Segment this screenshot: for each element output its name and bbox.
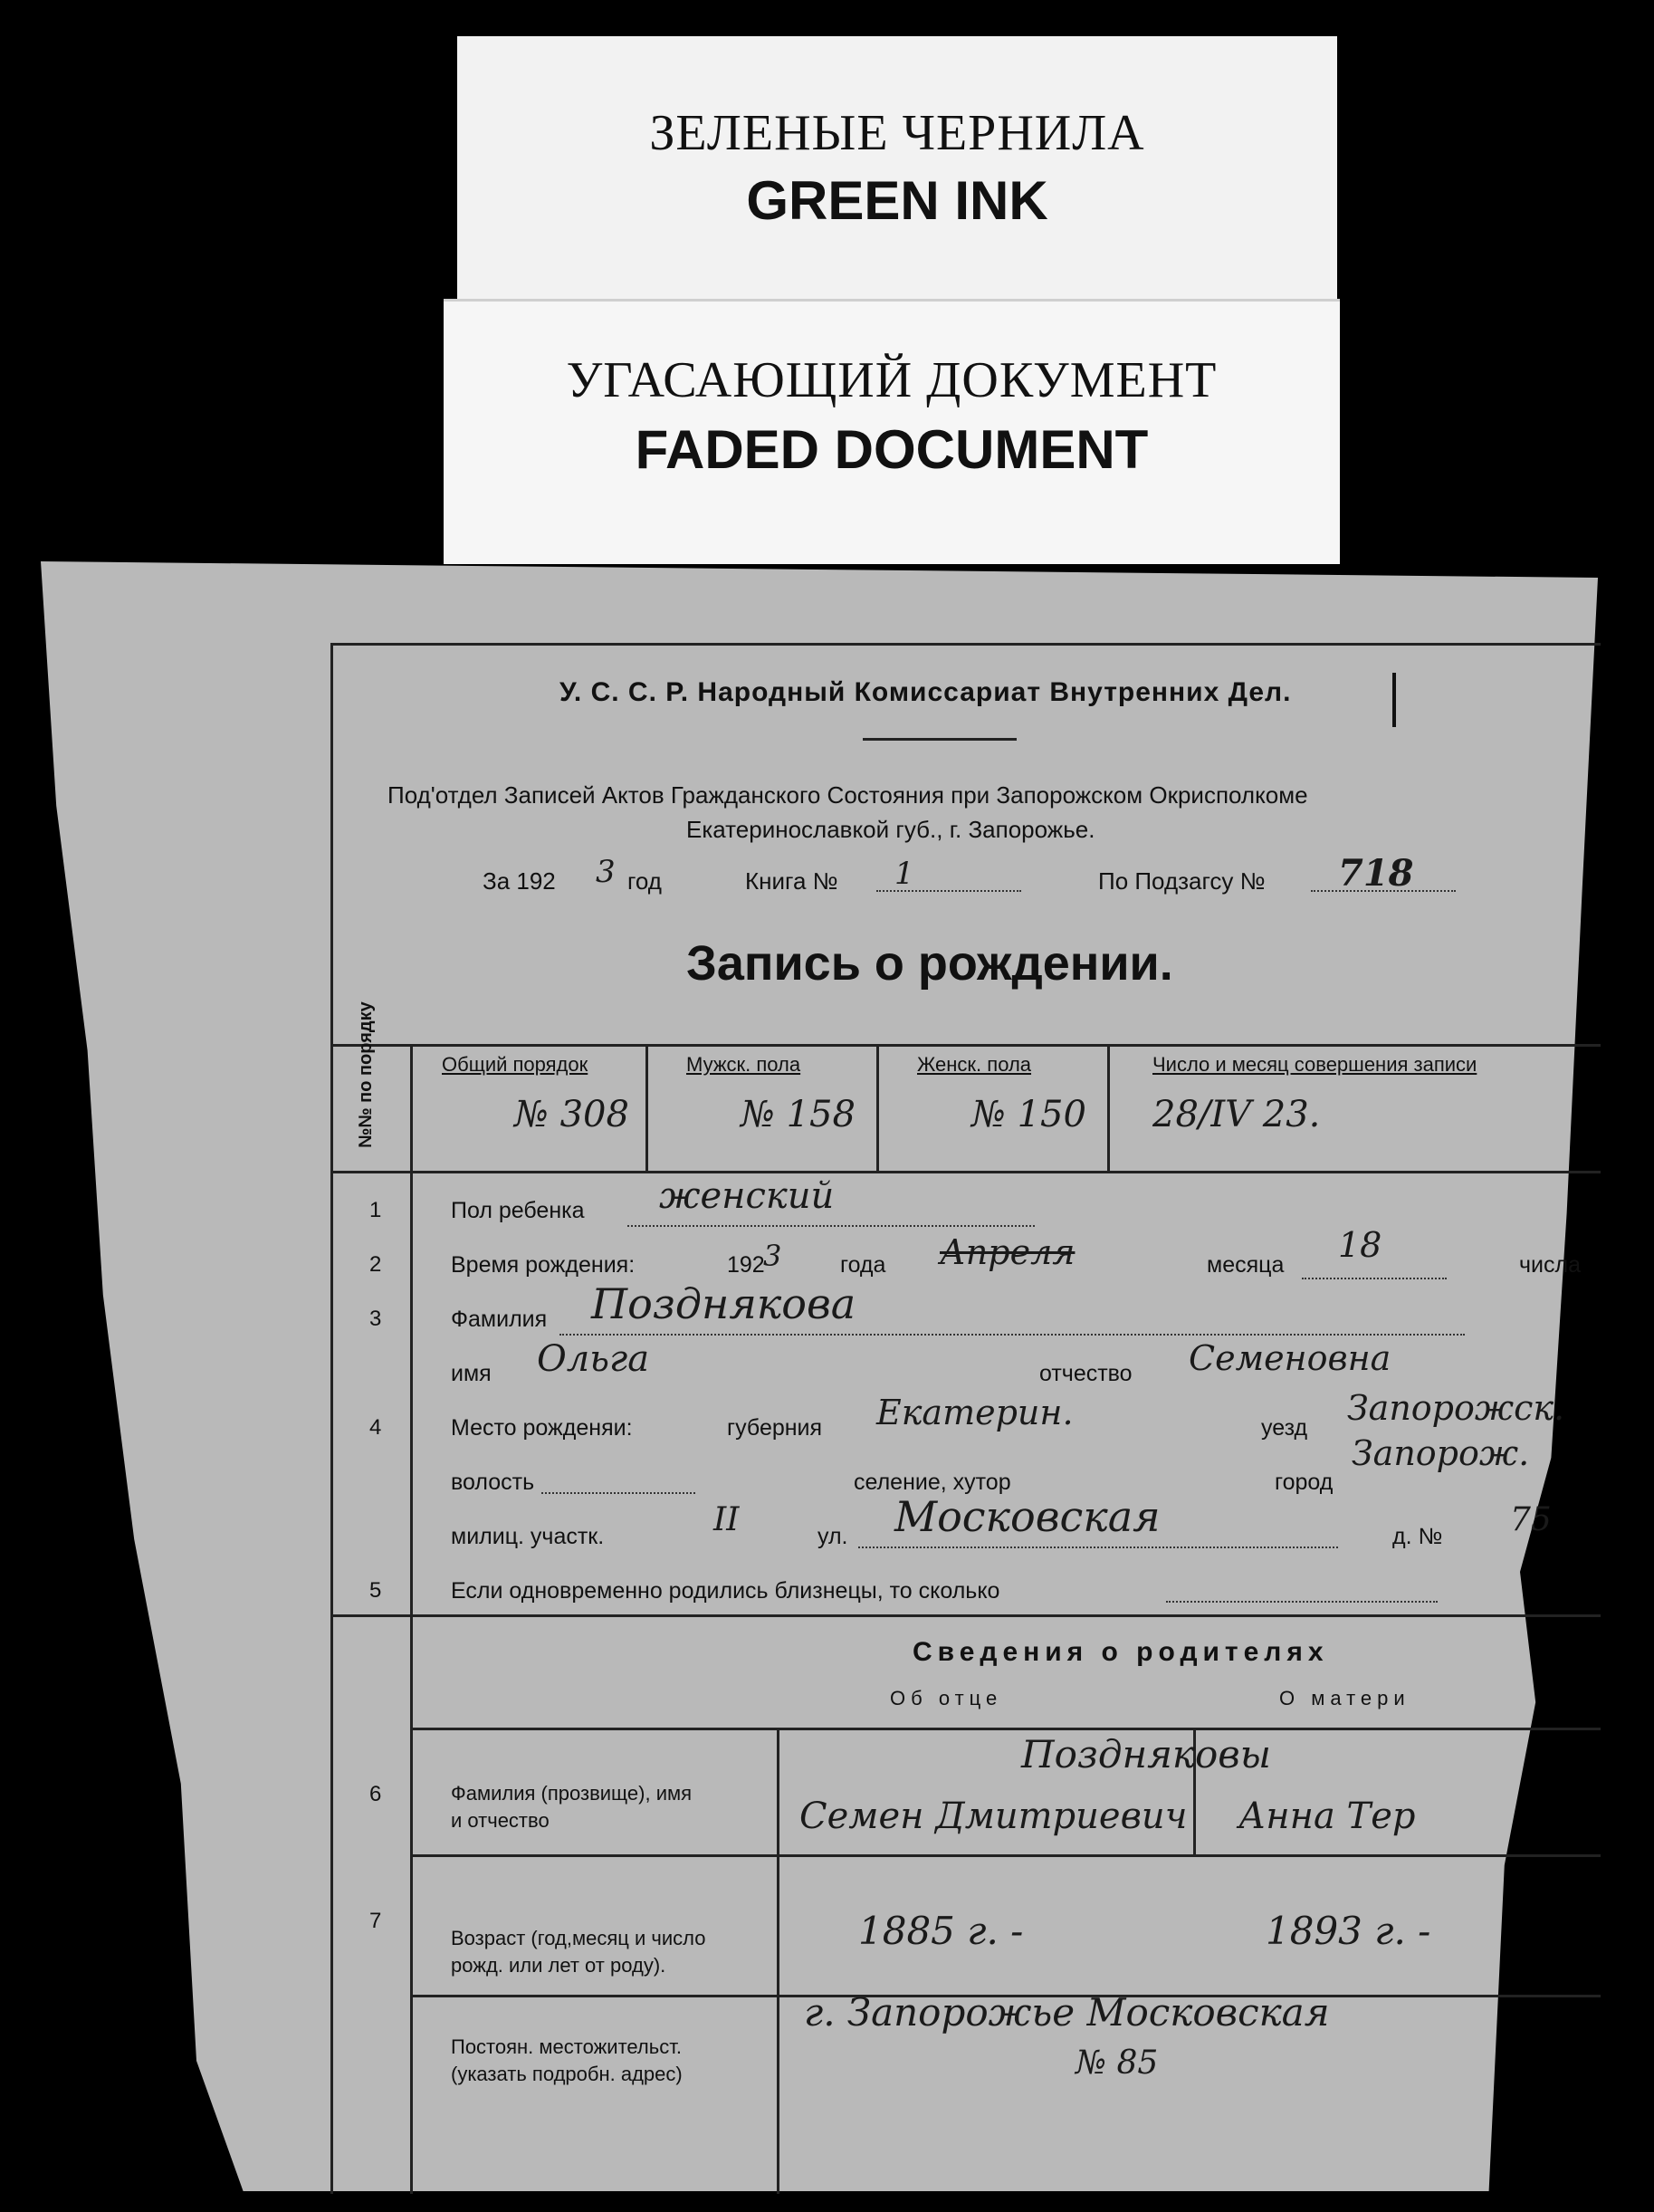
faded-document-label-card <box>444 299 1340 564</box>
row6-label1: Фамилия (прозвище), имя <box>451 1782 693 1805</box>
row1-num: 1 <box>369 1198 382 1222</box>
birth-record-form <box>330 643 1601 2194</box>
row8-value: г. Запорожье Московская <box>804 1990 1330 2035</box>
row2-num: 2 <box>369 1252 382 1277</box>
row4-street-line <box>858 1546 1338 1548</box>
book-value: 1 <box>894 856 914 892</box>
row4-city-label: город <box>1275 1470 1334 1495</box>
green-ink-label-en: GREEN INK <box>746 170 1048 231</box>
row4-gub-label: губерния <box>727 1415 823 1441</box>
row3-name-label: имя <box>451 1361 492 1386</box>
row7-label2: рожд. или лет от роду). <box>451 1954 666 1977</box>
row2-month-value: Апреля <box>940 1232 1076 1272</box>
date-value: 28/IV 23. <box>1152 1094 1321 1135</box>
row4-mil-label: милиц. участк. <box>451 1524 605 1549</box>
row4-city-value: Запорож. <box>1352 1433 1530 1473</box>
corner-mark <box>1392 673 1396 727</box>
faded-document-label-ru: УГАСАЮЩИЙ ДОКУМЕНТ <box>566 352 1218 408</box>
row3-patr-value: Семеновна <box>1189 1338 1391 1378</box>
subdept-line1: Под'отдел Записей Актов Гражданского Состояния при Запорожском Окрисполкоме <box>387 781 1308 809</box>
col-divider-2 <box>876 1044 879 1171</box>
rows-bottom-line <box>333 1614 1601 1617</box>
header-divider <box>863 738 1017 741</box>
row4-uezd-value: Запорожск. <box>1347 1388 1565 1428</box>
general-header: Общий порядок <box>442 1053 588 1076</box>
row7-father: 1885 г. - <box>858 1909 1024 1953</box>
faded-document-label-en: FADED DOCUMENT <box>635 419 1149 480</box>
year-value: 3 <box>596 854 616 890</box>
subdept-line2: Екатеринославкой губ., г. Запорожье. <box>686 816 1095 843</box>
row4-uezd-label: уезд <box>1261 1415 1308 1441</box>
row3-num: 3 <box>369 1307 382 1331</box>
row2-day-label: числа <box>1519 1252 1581 1278</box>
row8-label1: Постоян. местожительст. <box>451 2035 682 2058</box>
general-value: № 308 <box>514 1094 629 1135</box>
row6-num: 6 <box>369 1782 382 1806</box>
row5-line <box>1166 1601 1438 1603</box>
row6-father: Семен Дмитриевич <box>799 1795 1188 1837</box>
table-header-bottom <box>333 1171 1601 1173</box>
row6-mother: Анна Тер <box>1238 1795 1416 1837</box>
row4-vol-label: волость <box>451 1470 535 1495</box>
year-label: За 192 <box>483 867 556 895</box>
female-header: Женск. пола <box>917 1053 1032 1076</box>
row7-mother: 1893 г. - <box>1266 1909 1431 1953</box>
row2-year-prefix: 192 <box>727 1252 765 1278</box>
father-header: Об отце <box>890 1687 1003 1709</box>
row7-label1: Возраст (год,месяц и число <box>451 1927 706 1949</box>
order-col-header: №№ по порядку <box>356 1001 376 1148</box>
book-label: Книга № <box>745 867 838 895</box>
male-header: Мужск. пола <box>686 1053 801 1076</box>
row7-num: 7 <box>369 1909 382 1933</box>
row2-year-label: года <box>840 1252 886 1278</box>
row6-surname: Поздняковы <box>1021 1732 1271 1776</box>
col-divider-1 <box>645 1044 648 1171</box>
row5-num: 5 <box>369 1578 382 1603</box>
row2-day-value: 18 <box>1338 1225 1382 1265</box>
female-value: № 150 <box>971 1094 1086 1135</box>
subreg-value: 718 <box>1338 852 1414 895</box>
row4-gub-value: Екатерин. <box>876 1393 1074 1432</box>
green-ink-label-ru: ЗЕЛЕНЫЕ ЧЕРНИЛА <box>649 105 1145 161</box>
row1-value: женский <box>659 1175 835 1217</box>
table-top-line <box>333 1044 1601 1047</box>
row4-label: Место рожденяи: <box>451 1415 633 1441</box>
row3-label: Фамилия <box>451 1307 548 1332</box>
mother-header: О матери <box>1279 1687 1410 1709</box>
row4-mil-value: II <box>713 1501 740 1538</box>
male-value: № 158 <box>741 1094 856 1135</box>
row5-label: Если одновременно родились близнецы, то сколько <box>451 1578 1000 1604</box>
row1-label: Пол ребенка <box>451 1198 585 1223</box>
subreg-label: По Подзагсу № <box>1098 867 1266 895</box>
row4-house-label: д. № <box>1392 1524 1443 1549</box>
row3-patr-label: отчество <box>1039 1361 1133 1386</box>
parents-heading: Сведения о родителях <box>913 1637 1329 1667</box>
row3-line <box>559 1334 1465 1336</box>
book-line <box>876 890 1021 892</box>
row3-name-value: Ольга <box>537 1338 650 1380</box>
date-header: Число и месяц совершения записи <box>1152 1053 1477 1076</box>
row6-label2: и отчество <box>451 1809 550 1832</box>
parents-label-divider <box>777 1728 779 2194</box>
row4-street-label: ул. <box>817 1524 848 1549</box>
order-col-divider <box>410 1044 413 2194</box>
row4-street-value: Московская <box>894 1492 1161 1541</box>
parents-header-bottom <box>410 1728 1601 1730</box>
row8-label2: (указать подробн. адрес) <box>451 2063 683 2085</box>
row2-day-line <box>1302 1278 1447 1279</box>
form-title: Запись о рождении. <box>686 936 1173 991</box>
row4-sel-label: селение, хутор <box>854 1470 1011 1495</box>
row2-year-value: 3 <box>763 1239 782 1273</box>
row4-vol-line <box>541 1492 695 1494</box>
row4-house-value: 75 <box>1510 1501 1552 1538</box>
row1-line <box>627 1225 1035 1227</box>
row2-label: Время рождения: <box>451 1252 636 1278</box>
row2-month-label: месяца <box>1207 1252 1285 1278</box>
row8-value2: № 85 <box>1076 2044 1159 2082</box>
row3-value: Позднякова <box>591 1279 856 1328</box>
row6-bottom <box>410 1854 1601 1857</box>
col-divider-3 <box>1107 1044 1110 1171</box>
subreg-line <box>1311 890 1456 892</box>
header-org: У. С. С. Р. Народный Комиссариат Внутренних Дел. <box>559 677 1292 707</box>
row4-num: 4 <box>369 1415 382 1440</box>
green-ink-label-card <box>457 36 1337 308</box>
year-suffix: год <box>627 867 662 895</box>
